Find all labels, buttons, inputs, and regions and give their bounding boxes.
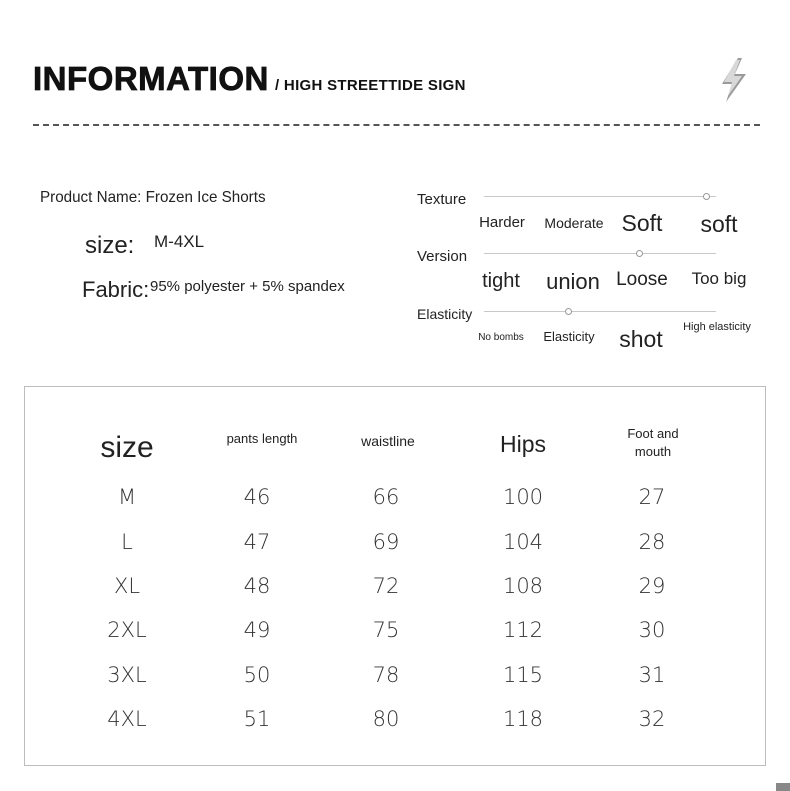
column-header-hips: Hips xyxy=(499,431,546,457)
table-cell: 48 xyxy=(243,574,271,598)
table-cell: 78 xyxy=(372,663,400,687)
attribute-label: Version xyxy=(417,248,468,265)
attribute-option: Soft xyxy=(621,210,663,236)
table-cell: 69 xyxy=(372,530,400,554)
lightning-bolt-icon xyxy=(714,56,754,104)
table-cell: 4XL xyxy=(107,707,147,731)
table-cell: 46 xyxy=(243,485,271,509)
table-cell: 51 xyxy=(243,707,271,731)
attribute-option: union xyxy=(546,269,600,294)
attribute-marker xyxy=(636,250,643,257)
table-cell: 112 xyxy=(502,618,544,642)
table-cell: 3XL xyxy=(107,663,147,687)
attribute-option: No bombs xyxy=(478,332,524,343)
attribute-option: Elasticity xyxy=(543,329,595,344)
attribute-track xyxy=(484,196,716,197)
size-label: size: xyxy=(85,232,135,259)
table-cell: 118 xyxy=(502,707,544,731)
table-cell: 108 xyxy=(502,574,544,598)
page-subtitle: / HIGH STREETTIDE SIGN xyxy=(275,77,466,94)
attribute-option: tight xyxy=(482,270,520,292)
table-cell: 27 xyxy=(638,485,666,509)
column-header-pants-length: pants length xyxy=(226,431,298,446)
table-cell: 115 xyxy=(502,663,544,687)
page-title: INFORMATION xyxy=(33,60,269,97)
attribute-option: shot xyxy=(619,326,663,352)
table-cell: 100 xyxy=(502,485,544,509)
fabric-value: 95% polyester + 5% spandex xyxy=(150,278,345,295)
header-divider xyxy=(33,124,760,126)
table-cell: 2XL xyxy=(107,618,147,642)
column-header-size: size xyxy=(100,431,154,464)
attribute-track xyxy=(484,253,716,254)
attribute-option: Loose xyxy=(616,269,668,290)
table-cell: 32 xyxy=(638,707,666,731)
attribute-marker xyxy=(703,193,710,200)
attribute-option: High elasticity xyxy=(683,321,751,333)
table-cell: 31 xyxy=(638,663,666,687)
table-cell: M xyxy=(117,485,137,509)
table-cell: L xyxy=(121,530,133,554)
attribute-option: Moderate xyxy=(544,215,604,231)
table-cell: 104 xyxy=(502,530,544,554)
attribute-option: Harder xyxy=(479,214,525,231)
table-cell: 49 xyxy=(243,618,271,642)
size-value: M-4XL xyxy=(154,232,205,251)
corner-mark xyxy=(776,783,790,791)
table-cell: 75 xyxy=(372,618,400,642)
table-cell: XL xyxy=(113,574,141,598)
table-cell: 29 xyxy=(638,574,666,598)
table-cell: 66 xyxy=(372,485,400,509)
column-header-foot-and-mouth: Foot and mouth xyxy=(627,426,679,460)
table-cell: 80 xyxy=(372,707,400,731)
column-header-waistline: waistline xyxy=(361,433,415,449)
table-cell: 47 xyxy=(243,530,271,554)
attribute-option: soft xyxy=(700,211,738,237)
attribute-option: Too big xyxy=(691,269,747,288)
table-cell: 28 xyxy=(638,530,666,554)
attribute-label: Elasticity xyxy=(417,306,473,322)
fabric-label: Fabric: xyxy=(82,277,150,302)
attribute-track xyxy=(484,311,716,312)
attribute-marker xyxy=(565,308,572,315)
table-cell: 50 xyxy=(243,663,271,687)
attribute-label: Texture xyxy=(417,191,467,208)
table-cell: 72 xyxy=(372,574,400,598)
product-name: Product Name: Frozen Ice Shorts xyxy=(40,189,266,206)
table-cell: 30 xyxy=(638,618,666,642)
